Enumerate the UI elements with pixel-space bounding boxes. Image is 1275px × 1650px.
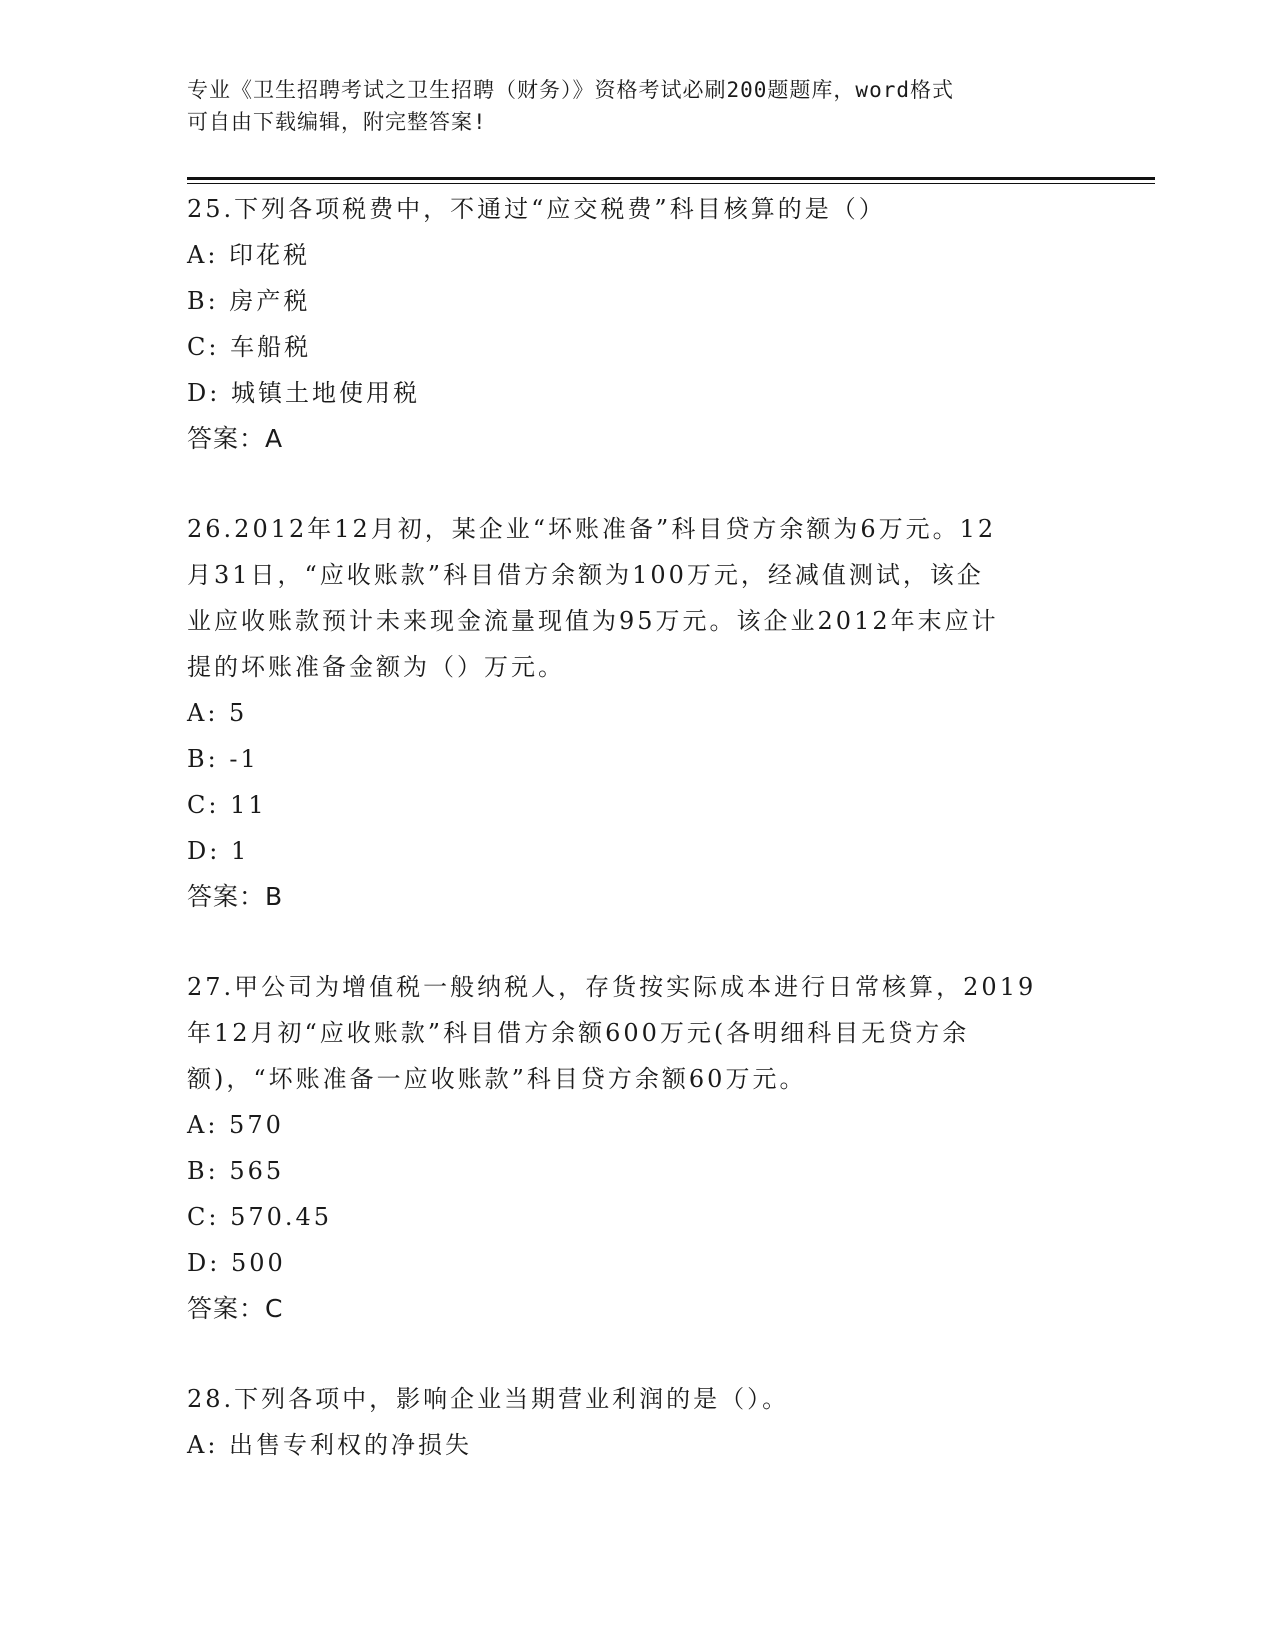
question-stem — [187, 964, 1087, 1102]
stem-line: 提的坏账准备金额为（）万元。 — [187, 653, 565, 681]
header-line-1: 专业《卫生招聘考试之卫生招聘（财务）》资格考试必刷200题题库，word格式 — [187, 78, 954, 102]
stem-line: 额)，“坏账准备一应收账款”科目贷方余额60万元。 — [187, 1065, 807, 1093]
stem-line: 25.下列各项税费中，不通过“应交税费”科目核算的是（） — [187, 195, 886, 223]
question-27 — [187, 964, 1087, 1332]
question-stem — [187, 506, 1087, 690]
option-c: C: 车船税 — [187, 333, 312, 361]
option-b: B: -1 — [187, 745, 259, 773]
question-spacer — [187, 920, 1087, 964]
stem-line: 月31日，“应收账款”科目借方余额为100万元，经减值测试，该企 — [187, 561, 984, 589]
header-rule-thick — [187, 177, 1155, 180]
question-list — [187, 186, 1087, 1468]
stem-line: 年12月初“应收账款”科目借方余额600万元(各明细科目无贷方余 — [187, 1019, 970, 1047]
question-25 — [187, 186, 1087, 462]
header-line-2: 可自由下载编辑，附完整答案! — [187, 110, 487, 134]
option-d: D: 城镇土地使用税 — [187, 379, 420, 407]
question-spacer — [187, 1332, 1087, 1376]
question-26 — [187, 506, 1087, 920]
option-a: A: 印花税 — [187, 241, 311, 269]
option-c: C: 11 — [187, 791, 267, 819]
option-c: C: 570.45 — [187, 1203, 333, 1231]
answer-label: 答案：C — [187, 1294, 284, 1323]
header-rule-thin — [187, 183, 1155, 184]
stem-line: 26.2012年12月初，某企业“坏账准备”科目贷方余额为6万元。12 — [187, 515, 997, 543]
answer-label: 答案：B — [187, 882, 284, 911]
option-d: D: 1 — [187, 837, 250, 865]
option-b: B: 565 — [187, 1157, 285, 1185]
option-a: A: 5 — [187, 699, 248, 727]
question-spacer — [187, 462, 1087, 506]
option-a: A: 出售专利权的净损失 — [187, 1431, 473, 1459]
option-d: D: 500 — [187, 1249, 286, 1277]
question-stem — [187, 1376, 1087, 1422]
answer-label: 答案：A — [187, 424, 284, 453]
question-stem — [187, 186, 1087, 232]
option-b: B: 房产税 — [187, 287, 311, 315]
question-28 — [187, 1376, 1087, 1468]
document-header — [187, 74, 1067, 138]
option-a: A: 570 — [187, 1111, 284, 1139]
stem-line: 28.下列各项中，影响企业当期营业利润的是（）。 — [187, 1385, 790, 1413]
stem-line: 27.甲公司为增值税一般纳税人，存货按实际成本进行日常核算，2019 — [187, 973, 1037, 1001]
stem-line: 业应收账款预计未来现金流量现值为95万元。该企业2012年末应计 — [187, 607, 999, 635]
